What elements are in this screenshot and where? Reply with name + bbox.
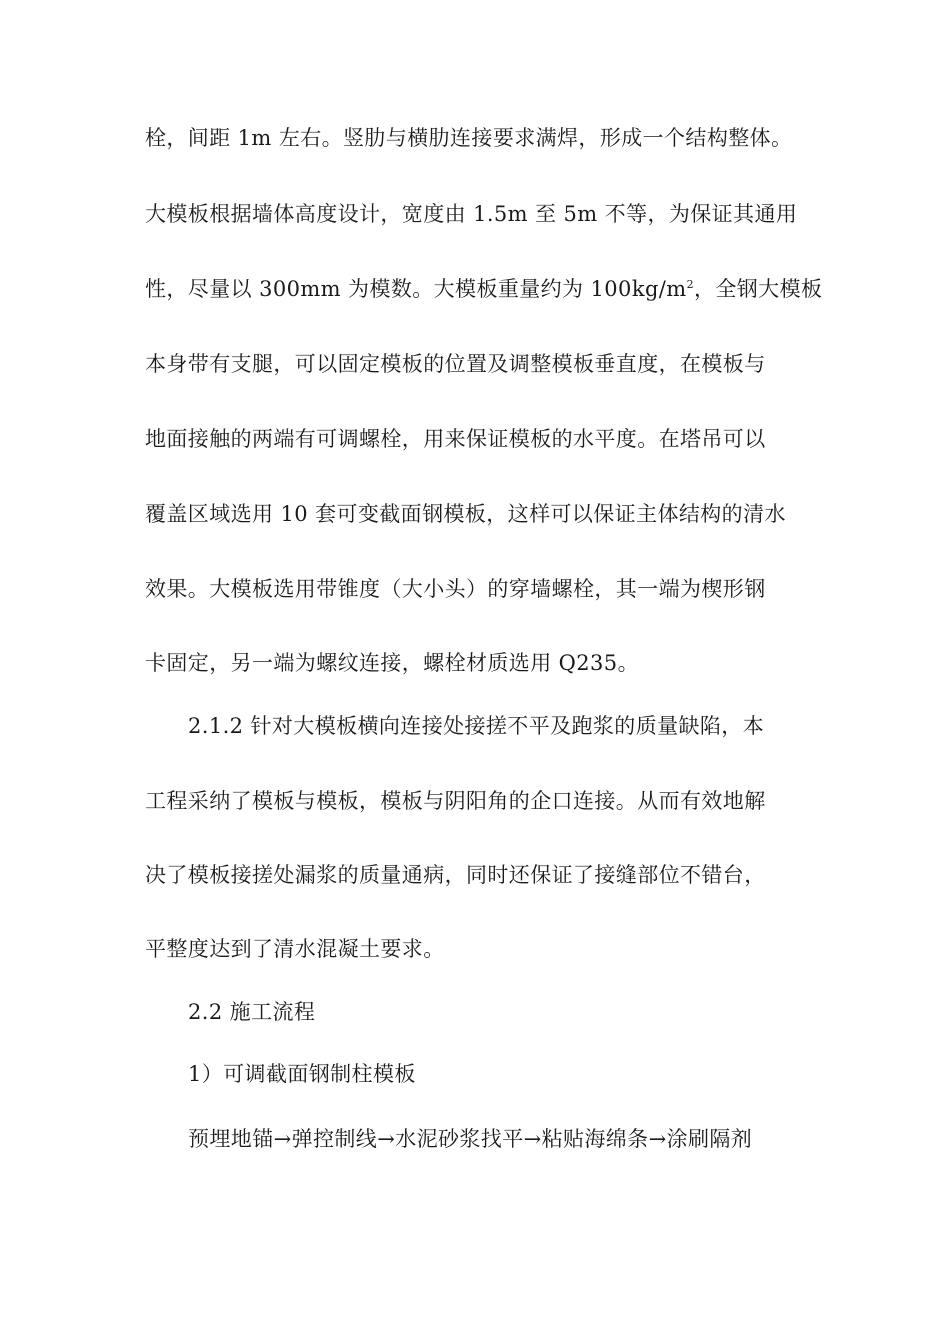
subsection-heading-1: 1）可调截面钢制柱模板	[188, 1062, 416, 1086]
text-line-3-main: 性，尽量以 300mm 为模数。大模板重量约为 100kg/m	[145, 277, 687, 301]
text-line-5: 地面接触的两端有可调螺栓，用来保证模板的水平度。在塔吊可以	[145, 427, 766, 451]
text-line-8: 卡固定，另一端为螺纹连接，螺栓材质选用 Q235。	[145, 651, 639, 675]
superscript-2: 2	[686, 278, 694, 291]
text-line-4: 本身带有支腿，可以固定模板的位置及调整模板垂直度，在模板与	[145, 352, 766, 376]
text-line-12: 平整度达到了清水混凝土要求。	[145, 937, 445, 961]
text-line-10: 工程采纳了模板与模板，模板与阴阳角的企口连接。从而有效地解	[145, 789, 766, 813]
text-line-6: 覆盖区域选用 10 套可变截面钢模板，这样可以保证主体结构的清水	[145, 502, 786, 526]
text-line-9: 2.1.2 针对大模板横向连接处接搓不平及跑浆的质量缺陷，本	[188, 714, 765, 738]
text-line-7: 效果。大模板选用带锥度（大小头）的穿墙螺栓，其一端为楔形钢	[145, 577, 766, 601]
text-line-1: 栓，间距 1m 左右。竖肋与横肋连接要求满焊，形成一个结构整体。	[145, 126, 793, 150]
text-line-3	[145, 275, 822, 303]
text-line-11: 决了模板接搓处漏浆的质量通病，同时还保证了接缝部位不错台，	[145, 863, 766, 887]
text-line-2: 大模板根据墙体高度设计，宽度由 1.5m 至 5m 不等，为保证其通用	[145, 202, 798, 226]
process-flow-line: 预埋地锚→弹控制线→水泥砂浆找平→粘贴海绵条→涂刷隔剂	[188, 1127, 753, 1151]
text-line-3-tail: ，全钢大模板	[693, 277, 823, 301]
section-heading-2-2: 2.2 施工流程	[188, 1000, 316, 1024]
